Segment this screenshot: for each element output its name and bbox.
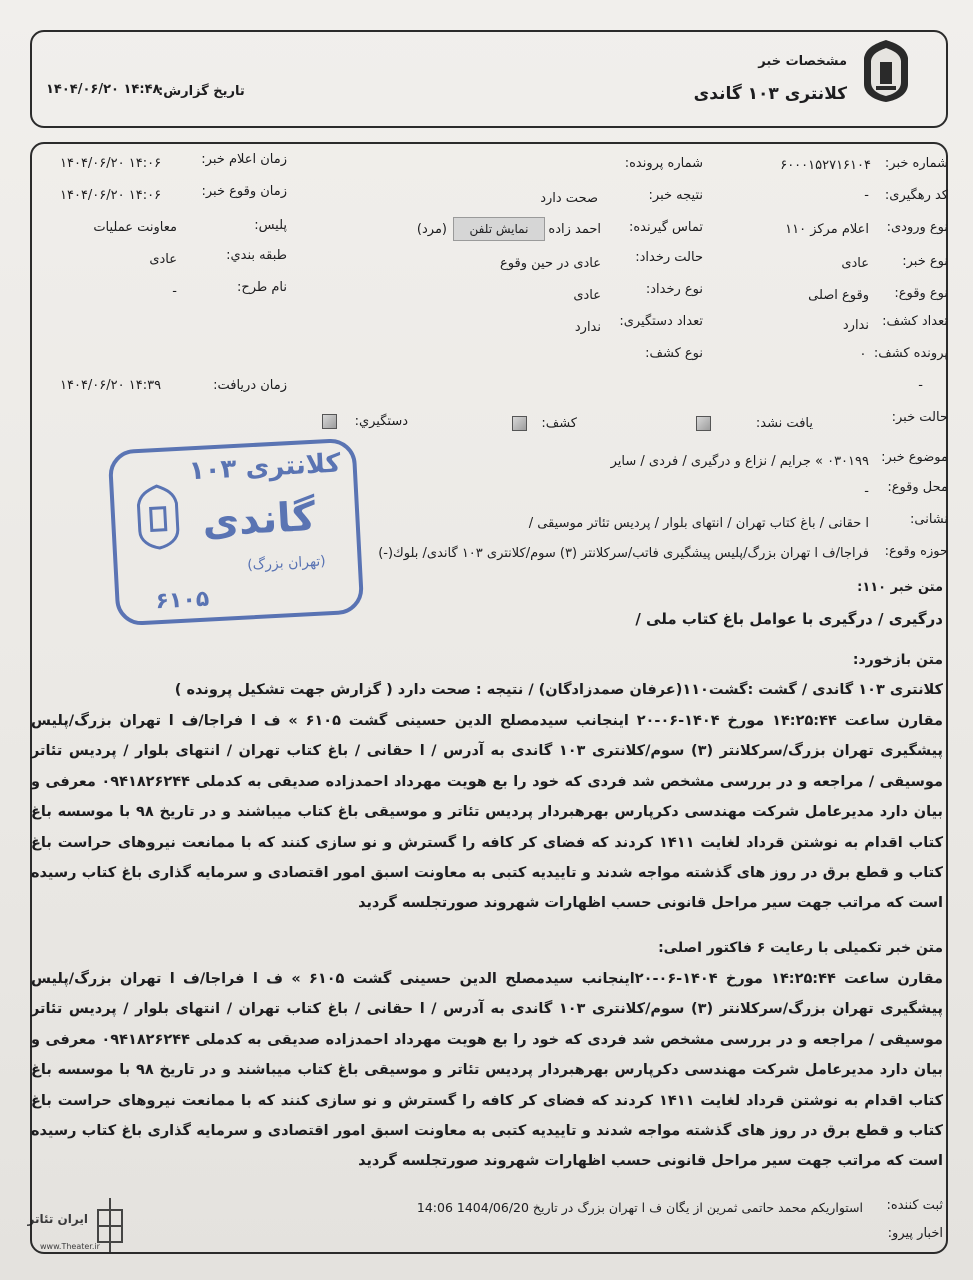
stamp-number: ۶۱۰۵ <box>154 586 210 615</box>
news-result-value: صحت دارد <box>540 191 598 206</box>
stamp-line1: کلانتری ۱۰۳ <box>188 448 342 487</box>
news-number-label: شماره خبر: <box>884 156 948 171</box>
police-value: معاونت عملیات <box>93 220 177 235</box>
occurrence-type-value: وقوع اصلی <box>808 288 869 303</box>
discovery-kind-label: نوع کشف: <box>645 346 703 361</box>
police-label: پلیس: <box>254 218 287 233</box>
subject-label: موضوع خبر: <box>881 450 948 465</box>
registrar-value: استواریکم محمد حاتمی ثمرین از یگان ف ا تهران بزرگ در تاریخ 1404/06/20 14:06 <box>416 1200 863 1215</box>
caller-name: احمد زاده <box>548 222 601 237</box>
announce-time-label: زمان اعلام خبر: <box>201 152 287 167</box>
address-value: ا حقانی / باغ کتاب تهران / انتهای بلوار / پردیس تئاتر موسیقی / <box>528 516 869 531</box>
news-type-label: نوع خبر: <box>902 254 948 269</box>
incident-type-value: عادی <box>573 288 601 303</box>
stamp-line3: (تهران بزرگ) <box>246 553 327 574</box>
case-number-label: شماره پرونده: <box>624 156 703 171</box>
news-result-label: نتیجه خبر: <box>648 188 703 203</box>
discovery-file-value2: - <box>918 378 923 393</box>
discovery-count-label: تعداد کشف: <box>882 314 948 329</box>
receive-time-value: ۱۴۰۴/۰۶/۲۰ ۱۴:۳۹ <box>60 378 162 393</box>
watermark <box>27 1196 130 1260</box>
text110-value: درگیری / درگیری با عوامل باغ کتاب ملی / <box>635 610 943 628</box>
incident-type-label: نوع رخداد: <box>645 282 703 297</box>
registrar-label: ثبت کننده: <box>886 1198 943 1213</box>
police-stamp <box>108 438 365 627</box>
occurrence-type-label: نوع وقوع: <box>894 286 948 301</box>
news-number-value: ۶۰۰۰۱۵۲۷۱۶۱۰۴ <box>780 158 871 173</box>
status-not-found-label: یافت نشد: <box>755 416 813 431</box>
header-station: کلانتری ۱۰۳ گاندی <box>693 84 847 104</box>
report-date-value: ۱۴۰۴/۰۶/۲۰ ۱۴:۴۸ <box>46 82 161 97</box>
address-label: نشانی: <box>909 512 948 527</box>
subject-value: ۰۳۰۱۹۹ » جرایم / نزاع و درگیری / فردی / سایر <box>610 454 869 469</box>
report-date-label: تاریخ گزارش: <box>158 84 245 99</box>
tracking-code-value: - <box>864 188 869 203</box>
entry-type-value: اعلام مرکز ۱۱۰ <box>785 222 869 237</box>
discovery-checkbox[interactable] <box>512 416 527 431</box>
supplementary-body: مقارن ساعت ۱۴:۲۵:۴۴ مورخ ۱۴۰۴-۰۶-۲۰اینجانب سیدمصلح الدین حسینی گشت ۶۱۰۵ » ف ا فراجا/ف ا تهران بزرگ/پلیس پیشگیری تهران بزرگ/سرکلانتر (۳) سوم/کلانتری ۱۰۳ گاندی به آدرس / ا حقانی / باغ کتاب تهران / انتهای بلوار / پردیس تئاتر موسیقی / مراجعه و در بررسی مشخص شد فردی که خود را بع هویت مهرداد احمدزاده صدیقی به کدملی ۰۹۴۱۸۲۶۲۴۴ معرفی و بیان دارد مدیرعامل شرکت مهندسی دکرپارس بهرهبردار پردیس تئاتر و موسیقی باغ کتاب میباشند و در تاریخ ۹۸ با موسسه باغ کتاب اقدام به نوشتن قرداد لغایت ۱۴۱۱ کردند که فضای کر کافه را گسترش و نو سازی کنند که با ممانعت نیروهای حراست باغ کتاب و قطع برق در روز های گذشته مواجه شدند و تاییدیه کتبی به معاونت اسبق امور اقتصادی و سرمایه گذاری باغ کتاب رسیده است که مراتب جهت سیر مراحل قانونی حسب اظهارات شهروند صورتجلسه گردید <box>31 971 944 1170</box>
feedback-label: متن بازخورد: <box>852 652 943 668</box>
announce-time-value: ۱۴۰۴/۰۶/۲۰ ۱۴:۰۶ <box>60 156 162 171</box>
place-value: - <box>864 484 869 499</box>
plan-name-label: نام طرح: <box>236 280 287 295</box>
occur-time-value: ۱۴۰۴/۰۶/۲۰ ۱۴:۰۶ <box>60 188 162 203</box>
classification-label: طبقه بندي: <box>226 248 287 263</box>
tracking-code-label: کد رهگیری: <box>884 188 948 203</box>
header-box <box>30 30 948 128</box>
incident-state-value: عادی در حین وقوع <box>500 256 601 271</box>
supplementary-label: متن خبر تکمیلی با رعایت ۶ فاکتور اصلی: <box>658 940 943 956</box>
police-emblem <box>856 36 916 106</box>
stamp-emblem-icon <box>131 481 185 554</box>
show-phone-button[interactable]: نمایش تلفن <box>453 217 545 241</box>
classification-value: عادی <box>149 252 177 267</box>
place-label: محل وقوع: <box>887 480 948 495</box>
zone-label: حوزه وقوع: <box>884 544 948 559</box>
follow-news-label: اخبار پیرو: <box>887 1226 943 1241</box>
plan-name-value: - <box>172 284 177 299</box>
receive-time-label: زمان دریافت: <box>213 378 287 393</box>
entry-type-label: نوع ورودی: <box>886 220 948 235</box>
discovery-file-label: پرونده کشف: <box>873 346 948 361</box>
stamp-line2: گاندی <box>201 493 317 546</box>
news-type-value: عادی <box>841 256 869 271</box>
caller-gender: (مرد) <box>416 222 447 237</box>
watermark-text: ایران تئاتر <box>27 1212 88 1226</box>
discovery-count-value: ندارد <box>842 318 869 333</box>
status-arrest-label: دستگیري: <box>354 414 408 429</box>
arrest-count-value: ندارد <box>574 320 601 335</box>
feedback-body: مقارن ساعت ۱۴:۲۵:۴۴ مورخ ۱۴۰۴-۰۶-۲۰ اینجانب سیدمصلح الدین حسینی گشت ۶۱۰۵ » ف ا فراجا/ف ا تهران بزرگ/پلیس پیشگیری تهران بزرگ/سرکلانتر (۳) سوم/کلانتری ۱۰۳ گاندی به آدرس / ا حقانی / باغ کتاب تهران / انتهای بلوار / پردیس تئاتر موسیقی / مراجعه و در بررسی مشخص شد فردی که خود را بع هویت مهرداد احمدزاده صدیقی به کدملی ۰۹۴۱۸۲۶۲۴۴ معرفی و بیان دارد مدیرعامل شرکت مهندسی دکرپارس بهرهبردار پردیس تئاتر و موسیقی باغ کتاب میباشند و در تاریخ ۹۸ با موسسه باغ کتاب اقدام به نوشتن قرداد لغایت ۱۴۱۱ کردند که فضای کر کافه را گسترش و نو سازی کنند که با ممانعت نیروهای حراست باغ کتاب و قطع برق در روز های گذشته مواجه شدند و تاییدیه کتبی به معاونت اسبق امور اقتصادی و سرمایه گذاری باغ کتاب رسیده است که مراتب جهت سیر مراحل قانونی حسب اظهارات شهروند صورتجلسه گردید <box>31 713 944 912</box>
watermark-url: www.Theater.ir <box>40 1242 100 1251</box>
zone-value: فراجا/ف ا تهران بزرگ/پلیس پیشگیری فاتب/سرکلانتر (۳) سوم/کلانتری ۱۰۳ گاندی/ بلوك(-) <box>378 546 869 561</box>
feedback-header: کلانتری ۱۰۳ گاندی / گشت :گشت۱۱۰(عرفان صمدزادگان) / نتیجه : صحت دارد ( گزارش جهت تشکیل پرونده ) <box>174 682 943 698</box>
status-label: حالت خبر: <box>891 410 948 425</box>
text110-label: متن خبر ۱۱۰: <box>857 580 943 595</box>
arrest-count-label: تعداد دستگیری: <box>619 314 703 329</box>
arrest-checkbox[interactable] <box>322 414 337 429</box>
header-title: مشخصات خبر <box>758 54 847 69</box>
incident-state-label: حالت رخداد: <box>635 250 703 265</box>
discovery-file-value: . <box>860 344 865 359</box>
caller-label: تماس گیرنده: <box>628 220 703 235</box>
occur-time-label: زمان وقوع خبر: <box>201 184 287 199</box>
status-discovery-label: کشف: <box>541 416 577 431</box>
not-found-checkbox[interactable] <box>696 416 711 431</box>
